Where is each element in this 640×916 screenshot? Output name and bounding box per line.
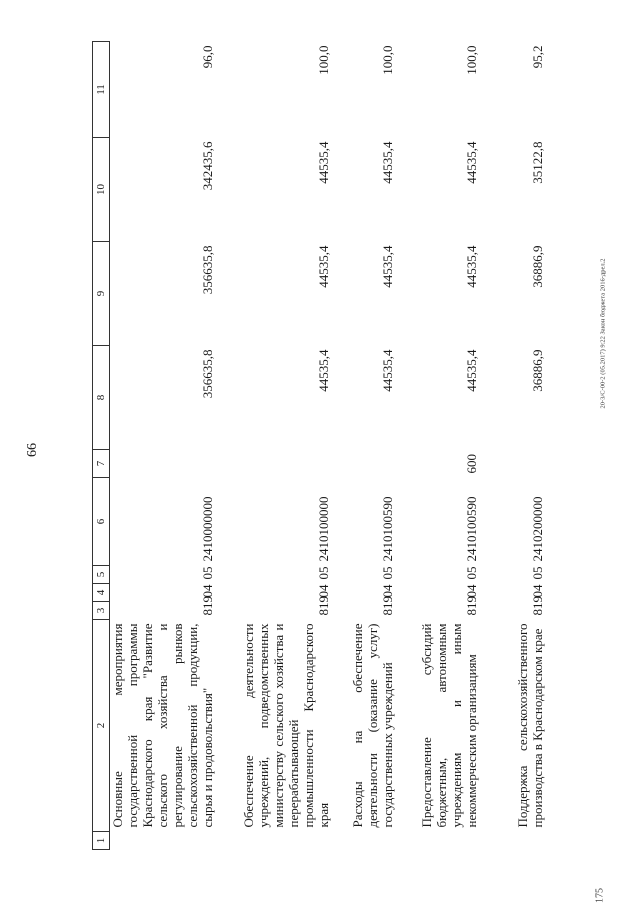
cell-section: 04	[464, 584, 479, 598]
header-col-8: 8	[93, 346, 110, 450]
cell-col-11: 100,0	[380, 45, 395, 75]
cell-col-8: 44535,4	[380, 349, 395, 392]
cell-col-8: 356635,8	[200, 349, 215, 399]
header-col-5: 5	[93, 566, 110, 584]
cell-expense-type	[110, 450, 216, 478]
cell-col-1	[479, 832, 545, 850]
budget-table-container	[92, 42, 545, 850]
header-col-3: 3	[93, 602, 110, 620]
cell-section: 04	[200, 584, 215, 598]
budget-table	[92, 41, 545, 850]
cell-admin-code: 819	[380, 596, 395, 616]
table-row	[331, 42, 395, 850]
cell-col-10: 44535,4	[464, 141, 479, 184]
row-description: Основные мероприятия государственной программы Краснодарского края "Развитие сельского хозяйства и регулирование рынков сельскохозяйственной продукции, сырья и продовольствия"	[110, 623, 215, 828]
cell-subsection: 05	[316, 566, 331, 580]
table-body	[110, 42, 546, 850]
header-col-6: 6	[93, 478, 110, 566]
header-row	[93, 42, 110, 850]
cell-subsection: 05	[530, 566, 545, 580]
table-header	[93, 42, 110, 850]
cell-col-10: 35122,8	[530, 141, 545, 184]
cell-subsection: 05	[464, 566, 479, 580]
cell-col-1	[395, 832, 479, 850]
cell-col-10: 44535,4	[316, 141, 331, 184]
header-col-1: 1	[93, 832, 110, 850]
header-col-10: 10	[93, 138, 110, 242]
cell-col-11: 100,0	[316, 45, 331, 75]
cell-col-11: 96,0	[200, 45, 215, 69]
cell-target-article: 2410200000	[530, 496, 545, 562]
cell-subsection: 05	[200, 566, 215, 580]
cell-section: 04	[380, 584, 395, 598]
cell-section: 04	[316, 584, 331, 598]
cell-admin-code: 819	[316, 596, 331, 616]
cell-admin-code: 819	[464, 596, 479, 616]
cell-col-10: 342435,6	[200, 141, 215, 191]
cell-col-11: 95,2	[530, 45, 545, 69]
header-col-11: 11	[93, 42, 110, 138]
cell-col-11: 100,0	[464, 45, 479, 75]
cell-target-article: 2410100590	[380, 496, 395, 562]
cell-expense-type	[331, 450, 395, 478]
cell-expense-type	[479, 450, 545, 478]
cell-admin-code: 819	[200, 596, 215, 616]
cell-expense-type	[215, 450, 331, 478]
table-row	[395, 42, 479, 850]
row-description: Обеспечение деятельности учреждений, подведомственных министерству сельского хозяйства и перерабатывающей промышленности Краснодарского края	[241, 623, 331, 828]
table-row	[215, 42, 331, 850]
row-description: Поддержка сельскохозяйственного производства в Краснодарском крае	[515, 623, 545, 828]
cell-col-8: 44535,4	[464, 349, 479, 392]
cell-target-article: 2410000000	[200, 496, 215, 562]
table-row	[479, 42, 545, 850]
header-col-9: 9	[93, 242, 110, 346]
header-col-7: 7	[93, 450, 110, 478]
cell-col-8: 36886,9	[530, 349, 545, 392]
cell-col-1	[110, 832, 216, 850]
cell-col-8: 44535,4	[316, 349, 331, 392]
cell-col-1	[215, 832, 331, 850]
footer-code: 20-3/С-00-2 (05.2017) 9:22 Закон бюджета 2016-дрел.2	[599, 258, 607, 409]
cell-admin-code: 819	[530, 596, 545, 616]
header-col-4: 4	[93, 584, 110, 602]
cell-col-9: 44535,4	[380, 245, 395, 288]
cell-target-article: 2410100590	[464, 496, 479, 562]
cell-expense-type: 600	[464, 454, 479, 474]
cell-col-9: 44535,4	[316, 245, 331, 288]
cell-col-9: 36886,9	[530, 245, 545, 288]
cell-col-9: 44535,4	[464, 245, 479, 288]
header-col-2: 2	[93, 620, 110, 832]
cell-target-article: 2410100000	[316, 496, 331, 562]
row-description: Предоставление субсидий бюджетным, автономным учреждениям и иным некоммерческим организациям	[419, 623, 479, 828]
cell-subsection: 05	[380, 566, 395, 580]
cell-col-1	[331, 832, 395, 850]
row-description: Расходы на обеспечение деятельности (оказание услуг) государственных учреждений	[350, 623, 395, 828]
cell-col-10: 44535,4	[380, 141, 395, 184]
cell-section: 04	[530, 584, 545, 598]
page-number: 66	[25, 443, 40, 457]
cell-col-9: 356635,8	[200, 245, 215, 295]
table-row	[110, 42, 216, 850]
sheet-number: 175	[594, 888, 606, 903]
